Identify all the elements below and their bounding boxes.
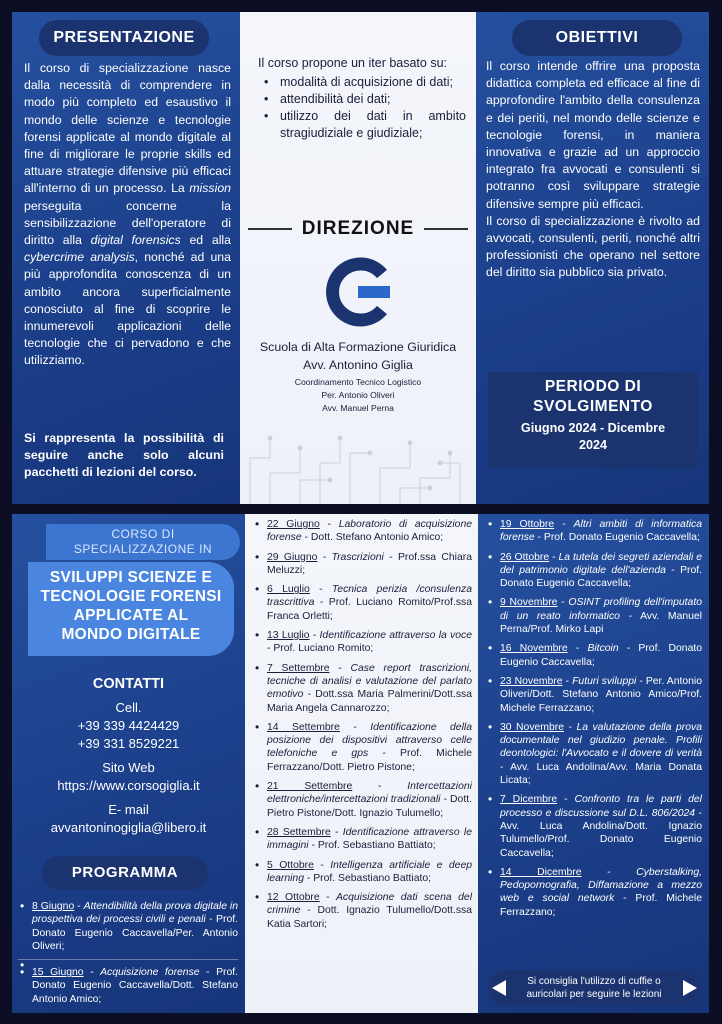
lesson-speakers: Prof. Luciano Romito;	[273, 643, 374, 655]
lesson-topic: Bitcoin	[587, 643, 619, 655]
mail-label: E- mail	[108, 802, 149, 817]
lesson-speakers: Dott. Ignazio Tulumello/Dott.ssa Katia Sartori;	[267, 905, 472, 930]
presentazione-text: cybercrime analysis	[24, 250, 135, 265]
list-item: • modalità di acquisizione di dati;	[258, 74, 466, 91]
tip-box	[488, 970, 700, 1006]
lesson-date: 29 Giugno	[267, 551, 318, 563]
list-item: • 30 Novembre - La valutazione della prova documentale nel giudizio penale. Profili deontologici: l'Avvocato e il dovere di verità - Avv. Luca Andolina/Avv. Maria Donata Licata;	[486, 721, 702, 787]
presentazione-panel	[12, 12, 240, 504]
list-item: • utilizzo dei dati in ambito stragiudiziale e giudiziale;	[258, 108, 466, 142]
lesson-speakers: Prof. Donato Eugenio Caccavella;	[500, 564, 703, 590]
lesson-topic: Case report trascrizioni, tecniche di analisi e valutazione del parlato emotivo	[267, 662, 473, 701]
lesson-topic: Attendibilità della prova digitale in prospettiva dei processi civili e penali	[32, 901, 239, 926]
iter-intro: Il corso propone un iter basato su:	[258, 56, 448, 70]
lesson-speakers: Prof. Donato Eugenio Caccavella/Per. Antonio Oliveri;	[32, 914, 238, 952]
corso-label-line: CORSO DI	[111, 527, 175, 541]
obiettivi-paragraph: Il corso di specializzazione è rivolto ad avvocati, consulenti, periti, nonché altri professionisti che operano nel settore del diritto sia pubblico sia privato.	[486, 213, 700, 280]
presentazione-text: perseguita concerne la sensibilizzazione dell'operatore di diritto alla	[24, 198, 231, 248]
brochure-outside	[12, 12, 709, 504]
lesson-date: 19 Ottobre	[500, 519, 555, 530]
list-item: • 7 Settembre - Case report trascrizioni, tecniche di analisi e valutazione del parlato emotivo - Dott.ssa Maria Palmerini/Dott.ssa Maria Angela Cannarozzo;	[253, 662, 472, 715]
school-name: Scuola di Alta Formazione Giuridica	[259, 340, 457, 354]
lesson-date: 30 Novembre	[500, 721, 564, 733]
presentazione-text: ed alla	[180, 233, 231, 248]
email-link[interactable]: avvantoninogiglia@libero.it	[50, 820, 207, 835]
obiettivi-panel	[476, 12, 709, 504]
lesson-date: 14 Settembre	[267, 721, 340, 733]
lesson-speakers: Avv. Luca Andolina/Dott. Ignazio Tulumello/Prof. Donato Eugenio Caccavella;	[500, 820, 702, 859]
programma-list-3	[486, 518, 702, 925]
programma-panel-2	[245, 514, 478, 1013]
lesson-topic: Tecnica perizia /consulenza trascrittiva	[267, 584, 473, 609]
lesson-topic: La valutazione della prova documentale nel giudizio penale. Profili deontologici: l'Avvocato e il dovere di verità	[500, 721, 702, 760]
lesson-topic: OSINT profiling dell'imputato di un reato informatico	[500, 597, 702, 622]
lesson-date: 16 Novembre	[500, 643, 568, 655]
list-item: • 5 Ottobre - Intelligenza artificiale e deep learning - Prof. Sebastiano Battiato;	[253, 859, 472, 886]
periodo-title: SVOLGIMENTO	[533, 398, 653, 415]
list-item: • 26 Ottobre - La tutela dei segreti aziendali e del patrimonio digitale dell'azienda - Prof. Donato Eugenio Caccavella;	[486, 551, 702, 591]
lesson-date: 14 Dicembre	[500, 866, 582, 878]
corso-title-line: MONDO DIGITALE	[61, 626, 201, 643]
corso-title-line: TECNOLOGIE FORENSI	[40, 588, 222, 605]
lesson-topic: Trascrizioni	[331, 551, 384, 563]
web-label: Sito Web	[102, 760, 155, 775]
lesson-date: 23 Novembre	[500, 675, 563, 687]
web-link[interactable]: https://www.corsogiglia.it	[57, 778, 200, 793]
list-item: • 8 Giugno - Attendibilità della prova digitale in prospettiva dei processi civili e penali - Prof. Donato Eugenio Caccavella/Per. Antonio Oliveri;	[18, 900, 238, 953]
list-item: • 14 Dicembre - Cyberstalking, Pedopornografia, Diffamazione a mezzo web e social network - Prof. Michele Ferrazzano;	[486, 866, 702, 919]
obiettivi-body	[486, 58, 700, 282]
divider	[248, 228, 292, 230]
corso-label	[46, 524, 240, 560]
lesson-date: 6 Luglio	[267, 584, 310, 596]
presentazione-notice: Si rappresenta la possibilità di seguire anche solo alcuni pacchetti di lezioni del corso.	[24, 431, 224, 479]
lesson-speakers: Avv. Luca Andolina/Avv. Maria Donata Licata;	[500, 761, 702, 787]
lesson-date: 22 Giugno	[267, 519, 320, 530]
lesson-speakers: Prof. Sebastiano Battiato;	[313, 872, 432, 884]
list-item: • 21 Settembre - Intercettazioni elettroniche/intercettazioni tradizionali - Dott. Pietro Pistone/Dott. Ignazio Tulumello;	[253, 780, 472, 820]
obiettivi-title: OBIETTIVI	[512, 20, 682, 56]
lesson-topic: Identificazione attraverso le immagini	[267, 826, 472, 852]
presentazione-body	[24, 60, 231, 370]
lesson-date: 12 Ottobre	[267, 892, 320, 904]
list-item: • 9 Novembre - OSINT profiling dell'imputato di un reato informatico - Avv. Manuel Perna/Prof. Mirko Lapi	[486, 596, 702, 636]
list-item: • 28 Settembre - Identificazione attraverso le immagini - Prof. Sebastiano Battiato;	[253, 826, 472, 853]
list-item: • 29 Giugno - Trascrizioni - Prof.ssa Chiara Meluzzi;	[253, 551, 472, 578]
lesson-date: 7 Settembre	[267, 662, 330, 674]
director-name: Avv. Antonino Giglia	[303, 358, 413, 372]
corso-title-line: SVILUPPI SCIENZE E	[49, 569, 213, 586]
lesson-date: 15 Giugno	[32, 967, 84, 979]
triangle-left-icon	[492, 980, 506, 996]
circuit-decoration	[240, 418, 476, 504]
list-item: • 6 Luglio - Tecnica perizia /consulenza trascrittiva - Prof. Luciano Romito/Prof.ssa Franca Orletti;	[253, 583, 472, 623]
lesson-date: 5 Ottobre	[267, 859, 314, 871]
coord-name: Avv. Manuel Perna	[322, 403, 394, 413]
lesson-speakers: Prof. Donato Eugenio Caccavella;	[543, 532, 700, 544]
lesson-topic: La tutela dei segreti aziendali e del patrimonio digitale dell'azienda	[500, 551, 703, 576]
lesson-topic: Intelligenza artificiale e deep learning	[267, 859, 472, 884]
lesson-date: 26 Ottobre	[500, 551, 550, 563]
list-item: • 22 Giugno - Laboratorio di acquisizione forense - Dott. Stefano Antonio Amico;	[253, 518, 472, 545]
presentazione-text: Il corso di specializzazione nasce dalla necessità di comprendere in modo più completo ed esaustivo il mondo delle scienze e tecnologie forensi applicate al mondo digitale al fine di migliorare le proprie skills ed attuare strategie difensive più efficaci all'interno di un processo. La	[24, 61, 231, 196]
divider	[18, 959, 238, 960]
lesson-topic: Identificazione della posizione dei dispositivi attraverso celle telefoniche e gps	[267, 721, 472, 760]
lesson-speakers: Prof. Michele Ferrazzano;	[500, 893, 703, 918]
lesson-topic: Intercettazioni elettroniche/intercettazioni tradizionali	[267, 781, 472, 806]
direzione-panel	[240, 12, 476, 504]
lesson-date: 8 Giugno	[32, 901, 75, 912]
corso-title	[28, 562, 234, 656]
lesson-speakers: Per. Antonio Oliveri/Dott. Stefano Antonio Amico/Prof. Michele Ferrazzano;	[500, 675, 703, 714]
lesson-topic: Altri ambiti di informatica forense	[500, 519, 702, 544]
corso-label-line: SPECIALIZZAZIONE IN	[73, 542, 213, 556]
phone-link[interactable]: +39 339 4424429	[77, 718, 180, 733]
phone-link[interactable]: +39 331 8529221	[77, 736, 180, 751]
triangle-right-icon	[683, 980, 697, 996]
obiettivi-paragraph: Il corso intende offrire una proposta didattica completa ed efficace al fine di approfondire l'ambito della consulenza e dei periti, nel mondo delle scienze e tecnologie forensi, in maniera innovativa e grazie ad un approccio integrato fra avvocati e consulenti si potranno così sviluppare strategie difensive sempre più efficaci.	[486, 59, 700, 211]
programma-list-2	[253, 518, 472, 937]
periodo-dates: Giugno 2024 - Dicembre	[520, 421, 666, 435]
coord-title: Coordinamento Tecnico Logistico	[294, 377, 422, 387]
lesson-speakers: Dott. Pietro Pistone/Dott. Ignazio Tulumello;	[267, 794, 472, 819]
list-item: • 19 Ottobre - Altri ambiti di informatica forense - Prof. Donato Eugenio Caccavella;	[486, 518, 702, 545]
periodo-title: PERIODO DI	[544, 378, 642, 395]
lesson-speakers: Avv. Manuel Perna/Prof. Mirko Lapi	[500, 610, 702, 636]
presentazione-text: , nonché ad una più approfondita conoscenza di un ambito ancora superficialmente conosciuto al fine di scoprire le innumerevoli applicazioni delle tecnologie che ci pervadono e che utilizziamo.	[24, 250, 231, 368]
divider	[424, 228, 468, 230]
lesson-topic: Confronto tra le parti del processo e discussione sul D.L. 806/2024	[500, 794, 702, 819]
presentazione-text: digital forensics	[90, 233, 181, 248]
lesson-topic: Acquisizione dati scena del crimine	[267, 892, 472, 917]
lesson-speakers: Prof. Luciano Romito/Prof.ssa Franca Orletti;	[267, 597, 473, 622]
lesson-date: 7 Dicembre	[500, 794, 558, 806]
programma-title: PROGRAMMA	[42, 856, 208, 890]
lesson-speakers: Prof. Sebastiano Battiato;	[317, 840, 436, 852]
direzione-title: DIREZIONE	[301, 218, 415, 239]
cell-label: Cell.	[115, 700, 142, 715]
coord-name: Per. Antonio Oliveri	[321, 390, 395, 400]
list-item: • 16 Novembre - Bitcoin - Prof. Donato Eugenio Caccavella;	[486, 642, 702, 669]
contatti-title: CONTATTI	[92, 676, 165, 692]
lesson-speakers: Prof. Michele Ferrazzano/Dott. Pietro Pistone;	[267, 748, 472, 773]
iter-list	[258, 74, 466, 142]
list-item: • 14 Settembre - Identificazione della posizione dei dispositivi attraverso celle telefoniche e gps - Prof. Michele Ferrazzano/Dott. Pietro Pistone;	[253, 721, 472, 774]
tip-text: Si consiglia l'utilizzo di cuffie o auricolari per seguire le lezioni	[526, 976, 662, 1000]
brochure-inside	[12, 514, 709, 1013]
list-item: • 23 Novembre - Futuri sviluppi - Per. Antonio Oliveri/Dott. Stefano Antonio Amico/Prof. Michele Ferrazzano;	[486, 675, 702, 715]
programma-panel-3	[478, 514, 709, 1013]
lesson-speakers: Prof.ssa Chiara Meluzzi;	[267, 551, 472, 576]
periodo-dates: 2024	[578, 438, 608, 452]
lesson-topic: Futuri sviluppi	[572, 675, 637, 687]
direzione-heading	[240, 218, 476, 240]
presentazione-text: mission	[189, 181, 231, 196]
lesson-date: 21 Settembre	[267, 781, 353, 793]
list-item: • 13 Luglio - Identificazione attraverso la voce - Prof. Luciano Romito;	[253, 629, 472, 656]
lesson-speakers: Prof. Donato Eugenio Caccavella;	[500, 643, 703, 668]
lesson-date: 9 Novembre	[500, 597, 558, 609]
corso-title-line: APPLICATE AL	[73, 607, 189, 624]
lesson-speakers: Dott. Stefano Antonio Amico;	[310, 532, 444, 544]
list-item: • 15 Giugno - Acquisizione forense - Prof. Donato Eugenio Caccavella/Dott. Stefano Antonio Amico;	[18, 966, 238, 1006]
list-item: • 12 Ottobre - Acquisizione dati scena del crimine - Dott. Ignazio Tulumello/Dott.ssa Katia Sartori;	[253, 891, 472, 931]
periodo-box	[488, 372, 698, 468]
list-item: • attendibilità dei dati;	[258, 91, 466, 108]
list-item: • 7 Dicembre - Confronto tra le parti del processo e discussione sul D.L. 806/2024 - Avv. Luca Andolina/Dott. Ignazio Tulumello/Prof. Donato Eugenio Caccavella;	[486, 793, 702, 859]
lesson-topic: Cyberstalking, Pedopornografia, Diffamazione a mezzo web e social network	[500, 866, 702, 905]
lesson-date: 28 Settembre	[267, 826, 331, 838]
lesson-speakers: Prof. Donato Eugenio Caccavella/Dott. Stefano Antonio Amico;	[32, 967, 239, 1005]
corso-panel	[12, 514, 245, 1013]
lesson-topic: Identificazione attraverso la voce	[319, 630, 472, 642]
contatti-block	[12, 699, 245, 837]
lesson-topic: Laboratorio di acquisizione forense	[267, 519, 473, 544]
school-logo-icon	[324, 256, 396, 328]
programma-list-1	[18, 900, 238, 1012]
lesson-speakers: Dott.ssa Maria Palmerini/Dott.ssa Maria Angela Cannarozzo;	[267, 689, 472, 714]
lesson-topic: Acquisizione forense	[100, 967, 200, 979]
lesson-date: 13 Luglio	[267, 630, 310, 642]
presentazione-title: PRESENTAZIONE	[39, 20, 209, 56]
